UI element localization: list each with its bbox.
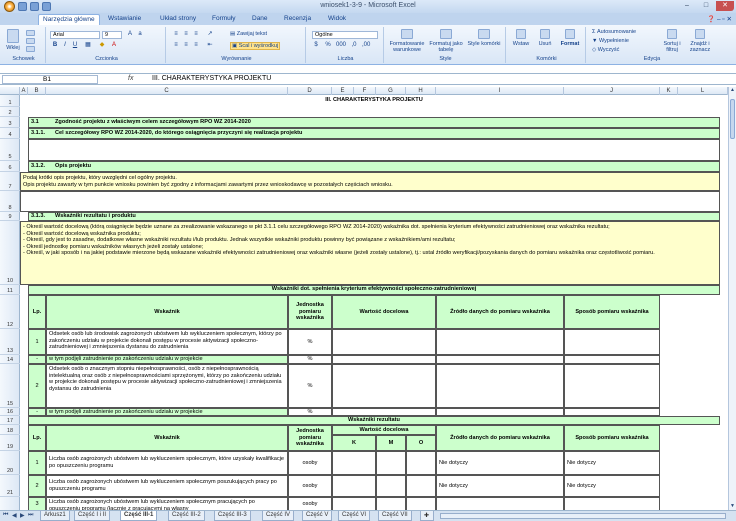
delete-cells-icon [540, 29, 550, 39]
shrink-font-icon[interactable]: a [138, 31, 142, 37]
section-number: 3.1.1. [31, 130, 45, 137]
description-input-cell[interactable] [20, 191, 720, 212]
paste-label: Wklej [6, 45, 20, 51]
header-method[interactable]: Sposób pomiaru wskaźnika [564, 425, 660, 451]
percent-icon[interactable]: % [325, 42, 331, 48]
indicator-name[interactable]: Liczba osób zagrożonych ubóstwem lub wykluczeniem społecznym pracujących po opuszczeniu programu (łącznie z pracującymi na własny [46, 497, 288, 510]
insert-function-icon[interactable]: fx [128, 75, 134, 82]
header-indicator[interactable]: Wskaźnik [46, 425, 288, 451]
align-bottom-icon[interactable]: ≡ [194, 31, 198, 37]
row-header[interactable]: 15 [0, 364, 20, 408]
header-source[interactable]: Źródło danych do pomiaru wskaźnika [436, 295, 564, 329]
help-icon[interactable]: ❓ – ▫ ✕ [707, 16, 732, 23]
indicator-unit[interactable]: osoby [288, 475, 332, 497]
method-cell[interactable] [564, 364, 660, 408]
instruction-line: - Określ wartość docelową wskaźnika produktu; [23, 230, 141, 237]
row-header[interactable]: 21 [0, 475, 20, 497]
row-header[interactable]: 2 [0, 107, 20, 117]
ribbon [0, 25, 736, 65]
column-header-e[interactable]: E [332, 87, 354, 95]
indicator-name[interactable]: Liczba osób zagrożonych ubóstwem lub wykluczeniem społecznym poszukujących pracy po opuszczeniu programu [46, 475, 288, 497]
section-number: 3.1 [31, 119, 39, 126]
next-sheet-icon[interactable]: ▶ [20, 513, 25, 519]
section-number: 3.1.3. [31, 213, 45, 220]
delete-cells-button[interactable]: Usuń [534, 29, 556, 47]
increase-decimal-icon[interactable]: ,0 [351, 42, 357, 48]
sheet-tabs-bar [0, 510, 736, 521]
header-target[interactable]: Wartość docelowa [332, 425, 436, 435]
column-header-f[interactable]: F [354, 87, 376, 95]
target-o-cell[interactable] [406, 451, 436, 475]
header-unit[interactable]: Jednostka pomiaru wskaźnika [288, 425, 332, 451]
sheet-tab[interactable]: Część I i II [74, 511, 110, 521]
align-center-icon[interactable]: ≡ [184, 42, 188, 48]
row-header[interactable]: 8 [0, 191, 20, 212]
paste-button[interactable] [5, 29, 21, 51]
target-value-cell[interactable] [332, 408, 436, 416]
tab-formulas[interactable]: Formuły [212, 15, 236, 22]
clipboard-group-label: Schowek [12, 56, 35, 62]
instruction-line: - Określ jednostkę pomiaru wskaźników własnych jeżeli zostały ustalone; [23, 243, 204, 250]
indicator-unit[interactable]: osoby [288, 497, 332, 510]
editing-group-label: Edycja [643, 56, 661, 62]
section-3-1-2-row[interactable] [28, 161, 720, 172]
row-header[interactable]: 13 [0, 329, 20, 355]
format-cells-button[interactable]: Format [558, 29, 582, 47]
conditional-format-icon [401, 29, 413, 39]
number-group-label: Liczba [337, 56, 354, 62]
borders-icon[interactable]: ▦ [85, 42, 91, 48]
row-lp[interactable]: - [28, 355, 46, 364]
cells-group [508, 27, 586, 63]
column-header-j[interactable]: J [564, 87, 660, 95]
insert-cells-button[interactable]: Wstaw [510, 29, 532, 47]
indicator-name[interactable]: Odsetek osób lub środowisk zagrożonych ubóstwem lub wykluczeniem społecznym, którzy po zakończeniu udziału w projekcie dokonali postępu w procesie aktywizacji społeczno-zatrudnieniowej i zmniejszenia dystansu do zatrudnienia [46, 329, 288, 355]
description-instructions[interactable] [20, 172, 720, 191]
fill-color-icon[interactable]: ◆ [99, 42, 105, 48]
font-name-combo[interactable]: Arial [50, 31, 100, 39]
window-title: wniosek1-3-9 - Microsoft Excel [320, 2, 416, 9]
target-o-cell[interactable] [406, 475, 436, 497]
tab-data[interactable]: Dane [252, 15, 268, 22]
ribbon-tabs [0, 13, 736, 25]
cell-styles-button[interactable]: Style komórki [466, 29, 502, 47]
prev-sheet-icon[interactable]: ◀ [12, 513, 17, 519]
align-top-icon[interactable]: ≡ [174, 31, 178, 37]
section-title: Zgodność projektu z właściwym celem szczegółowym RPO WZ 2014-2020 [55, 119, 251, 126]
font-group-label: Czcionka [95, 56, 118, 62]
indicator-unit[interactable]: % [288, 364, 332, 408]
align-right-icon[interactable]: ≡ [194, 42, 198, 48]
section-3-1-1-row[interactable] [28, 128, 720, 139]
instruction-line: Podaj krótki opis projektu, który uwzględni cel ogólny projektu. [23, 175, 177, 181]
font-color-icon[interactable]: A [111, 42, 116, 48]
row-header[interactable]: 20 [0, 451, 20, 475]
styles-group [386, 27, 506, 63]
instruction-line: - Określ wartość docelową (którą osiągnięcie będzie uznane za zrealizowanie wskazanego w pkt 3.1.1 celu szczegółowego RPO WZ 2014-2020) wskaźnika dot. spełnienia kryterium efektywności zatrudnieniowej oraz wskaźnika rezultatu; [23, 224, 610, 230]
select-all-corner[interactable] [0, 87, 20, 95]
scroll-thumb[interactable] [730, 99, 735, 139]
sort-filter-button[interactable]: Sortuj i filtruj [660, 29, 684, 53]
row-header[interactable]: 12 [0, 295, 20, 329]
target-k-cell[interactable] [332, 497, 376, 510]
target-k-cell[interactable] [332, 451, 376, 475]
sheet-tab[interactable]: Część VII [378, 511, 412, 521]
styles-group-label: Style [439, 56, 452, 62]
bold-icon[interactable]: B [52, 42, 58, 48]
row-lp[interactable]: 1 [28, 451, 46, 475]
column-header-d[interactable]: D [288, 87, 332, 95]
row-header[interactable]: 14 [0, 355, 20, 364]
header-lp[interactable]: Lp. [28, 295, 46, 329]
column-header-g[interactable]: G [376, 87, 406, 95]
italic-icon[interactable]: I [64, 42, 66, 48]
indicator-instructions[interactable] [20, 221, 720, 285]
number-group [308, 27, 384, 63]
indent-icon[interactable]: ⇤ [207, 42, 213, 48]
indicator-name[interactable]: Odsetek osób o znacznym stopniu niepełnosprawności, osób z niepełnosprawnością intelektualną oraz osób z niepełnosprawnościami sprzężonymi, którzy po zakończeniu udziału w projekcie dokonali postępu w procesie aktywizacji społeczno-zatrudnieniowej i zmniejszenia dystansu do zatrudnienia [46, 364, 288, 408]
underline-icon[interactable]: U [72, 42, 78, 48]
row-lp[interactable]: 1 [28, 329, 46, 355]
cell-styles-icon [478, 29, 490, 39]
align-left-icon[interactable]: ≡ [174, 42, 178, 48]
find-select-button[interactable]: Znajdź i zaznacz [686, 29, 714, 53]
section-3-1-3-row[interactable] [28, 212, 720, 221]
copy-icon[interactable] [26, 38, 35, 44]
indicator-name[interactable]: w tym podjęli zatrudnienie po zakończeniu udziału w projekcie [46, 355, 288, 364]
tab-page-layout[interactable]: Układ strony [160, 15, 197, 22]
header-o[interactable]: O [406, 435, 436, 451]
row-header[interactable]: 19 [0, 435, 20, 451]
row-header[interactable]: 3 [0, 117, 20, 128]
section-title: Wskaźniki rezultatu i produktu [55, 213, 136, 220]
formula-bar [0, 73, 736, 85]
method-cell[interactable]: Nie dotyczy [564, 451, 660, 475]
row-lp[interactable]: 3 [28, 497, 46, 510]
row-header[interactable]: 4 [0, 128, 20, 139]
clipboard-group [2, 27, 46, 63]
format-table-icon [440, 29, 452, 39]
indicator-unit[interactable]: % [288, 355, 332, 364]
row-header[interactable]: 11 [0, 285, 20, 295]
target-o-cell[interactable] [406, 497, 436, 510]
comma-icon[interactable]: 000 [336, 42, 347, 48]
decrease-decimal-icon[interactable]: ,00 [362, 42, 371, 48]
new-sheet-icon[interactable]: ✚ [420, 511, 434, 521]
column-header-a[interactable]: A [20, 87, 28, 95]
sheet-tab[interactable]: Część III-3 [214, 511, 251, 521]
instruction-line: Opis projektu zawarty w tym punkcie wniosku powinien być zgodny z informacjami zawartymi przez wnioskodawcę w pozostałych częściach wniosku. [23, 181, 393, 188]
sort-filter-icon [667, 29, 677, 39]
result-indicators-header[interactable]: Wskaźniki rezultatu [28, 416, 720, 425]
header-k[interactable]: K [332, 435, 376, 451]
source-cell[interactable] [436, 364, 564, 408]
source-cell[interactable] [436, 355, 564, 364]
column-header-i[interactable]: I [436, 87, 564, 95]
indicator-unit[interactable]: % [288, 408, 332, 416]
section-title: Opis projektu [55, 163, 92, 170]
paste-icon [7, 29, 19, 43]
column-header-b[interactable]: B [28, 87, 46, 95]
font-size-combo[interactable]: 9 [102, 31, 122, 39]
efficiency-indicators-header[interactable]: Wskaźniki dot. spełnienia kryterium efektywności społeczno-zatrudnieniowej [28, 285, 720, 295]
scroll-down-icon[interactable]: ▼ [730, 503, 735, 509]
method-cell[interactable]: Nie dotyczy [564, 475, 660, 497]
format-table-button[interactable]: Formatuj jako tabelę [428, 29, 464, 53]
sheet-tab[interactable]: Część IV [262, 511, 294, 521]
column-header-l[interactable]: L [678, 87, 728, 95]
row-lp[interactable]: - [28, 408, 46, 416]
grow-font-icon[interactable]: A [127, 31, 132, 37]
row-header[interactable]: 7 [0, 172, 20, 191]
row-header[interactable]: 10 [0, 221, 20, 285]
vertical-scrollbar[interactable] [728, 87, 736, 510]
first-sheet-icon[interactable]: ⏮ [3, 512, 9, 518]
target-value-cell[interactable] [332, 364, 436, 408]
target-m-cell[interactable] [376, 451, 406, 475]
clear-button[interactable]: ◇ Wyczyść [592, 47, 620, 53]
instruction-line: - Określ, w jaki sposób i na jakiej podstawie mierzone będą wskazane wskaźniki efektywności zatrudnieniowej oraz wskaźniki własne (jeżeli zostały ustalone), tj.: ustal źródło weryfikacji/pozyskania danych do pomiaru wskaźnika oraz częstotliwość pomiaru. [23, 250, 655, 257]
sheet-tab[interactable]: Część VI [338, 511, 370, 521]
merge-center-button[interactable]: ▣ Scal i wyśrodkuj [232, 43, 279, 49]
method-cell[interactable] [564, 408, 660, 416]
last-sheet-icon[interactable]: ⏭ [28, 512, 34, 518]
fill-button[interactable]: ▼ Wypełnienie [592, 38, 629, 44]
indicator-unit[interactable]: % [288, 329, 332, 355]
source-cell[interactable] [436, 497, 564, 510]
insert-cells-icon [516, 29, 526, 39]
header-method[interactable]: Sposób pomiaru wskaźnika [564, 295, 660, 329]
method-cell[interactable] [564, 497, 660, 510]
cells-group-label: Komórki [536, 56, 557, 62]
sheet-tab-active[interactable]: Część III-1 [120, 511, 157, 521]
wrap-text-button[interactable]: ▤ Zawijaj tekst [230, 31, 267, 37]
conditional-format-button[interactable]: Formatowanie warunkowe [388, 29, 426, 53]
target-k-cell[interactable] [332, 475, 376, 497]
font-group [48, 27, 166, 63]
target-value-cell[interactable] [332, 355, 436, 364]
indicator-name[interactable]: w tym podjęli zatrudnienie po zakończeniu udziału w projekcie [46, 408, 288, 416]
section-3-1-row[interactable] [28, 117, 720, 128]
section-number: 3.1.2. [31, 163, 45, 170]
editing-group [588, 27, 716, 63]
header-lp[interactable]: Lp. [28, 425, 46, 451]
find-select-icon [695, 29, 705, 39]
row-header[interactable]: 1 [0, 95, 20, 107]
sheet-title[interactable]: III. CHARAKTERYSTYKA PROJEKTU [325, 97, 423, 103]
header-unit[interactable]: Jednostka pomiaru wskaźnika [288, 295, 332, 329]
horizontal-scrollbar[interactable] [440, 513, 726, 519]
worksheet-grid[interactable] [20, 95, 728, 510]
row-header[interactable]: 5 [0, 139, 20, 161]
alignment-group-label: Wyrównanie [221, 56, 252, 62]
header-indicator[interactable]: Wskaźnik [46, 295, 288, 329]
goal-input-cell[interactable] [28, 139, 720, 161]
format-painter-icon[interactable] [26, 46, 35, 52]
title-bar [0, 0, 736, 13]
column-header-h[interactable]: H [406, 87, 436, 95]
source-cell[interactable] [436, 329, 564, 355]
instruction-line: - Określ, gdy jest to zasadne, dodatkowe własne wskaźniki rezultatu i/lub produktu. Jednak wszystkie wskaźniki produktu powinny być powiązane z wskaźnikiem/ami rezultatu; [23, 237, 456, 244]
tab-insert[interactable]: Wstawianie [108, 15, 142, 22]
column-header-c[interactable]: C [46, 87, 288, 95]
cut-icon[interactable] [26, 30, 35, 36]
row-headers [0, 95, 20, 510]
header-source[interactable]: Źródło danych do pomiaru wskaźnika [436, 425, 564, 451]
name-box[interactable]: B1 [2, 75, 98, 84]
row-header[interactable]: 9 [0, 212, 20, 221]
scroll-up-icon[interactable]: ▲ [730, 87, 735, 93]
column-header-k[interactable]: K [660, 87, 678, 95]
currency-icon[interactable]: $ [314, 42, 318, 48]
number-format-combo[interactable]: Ogólne [312, 31, 378, 39]
minimize-button[interactable]: – [685, 2, 689, 9]
row-lp[interactable]: 2 [28, 364, 46, 408]
target-m-cell[interactable] [376, 497, 406, 510]
autosum-button[interactable]: Σ Autosumowanie [592, 29, 637, 35]
column-headers [0, 87, 728, 95]
tab-review[interactable]: Recenzja [284, 15, 312, 22]
indicator-unit[interactable]: osoby [288, 451, 332, 475]
method-cell[interactable] [564, 329, 660, 355]
tab-view[interactable]: Widok [328, 15, 347, 22]
header-target[interactable]: Wartość docelowa [332, 295, 436, 329]
section-title: Cel szczegółowy RPO WZ 2014-2020, do którego osiągnięcia przyczyni się realizacja projektu [55, 130, 303, 137]
row-lp[interactable]: 2 [28, 475, 46, 497]
indicator-name[interactable]: Liczba osób zagrożonych ubóstwem lub wykluczeniem społecznym, które uzyskały kwalifikacje po opuszczeniu programu [46, 451, 288, 475]
close-button[interactable]: ✕ [716, 1, 734, 11]
maximize-button[interactable]: □ [703, 2, 709, 9]
tab-home[interactable]: Narzędzia główne [38, 14, 100, 25]
formula-input[interactable]: III. CHARAKTERYSTYKA PROJEKTU [152, 75, 272, 82]
row-header[interactable]: 18 [0, 425, 20, 435]
alignment-group [168, 27, 306, 63]
sheet-tab[interactable]: Arkusz1 [40, 511, 70, 521]
row-header[interactable]: 16 [0, 408, 20, 416]
align-middle-icon[interactable]: ≡ [184, 31, 188, 37]
header-m[interactable]: M [376, 435, 406, 451]
format-cells-icon [565, 29, 575, 39]
source-cell[interactable]: Nie dotyczy [436, 451, 564, 475]
source-cell[interactable]: Nie dotyczy [436, 475, 564, 497]
sheet-tab[interactable]: Część III-2 [168, 511, 205, 521]
orientation-icon[interactable]: ↗ [207, 31, 213, 37]
source-cell[interactable] [436, 408, 564, 416]
target-m-cell[interactable] [376, 475, 406, 497]
sheet-tab[interactable]: Część V [302, 511, 332, 521]
target-value-cell[interactable] [332, 329, 436, 355]
row-header[interactable]: 17 [0, 416, 20, 425]
row-header[interactable]: 6 [0, 161, 20, 172]
method-cell[interactable] [564, 355, 660, 364]
